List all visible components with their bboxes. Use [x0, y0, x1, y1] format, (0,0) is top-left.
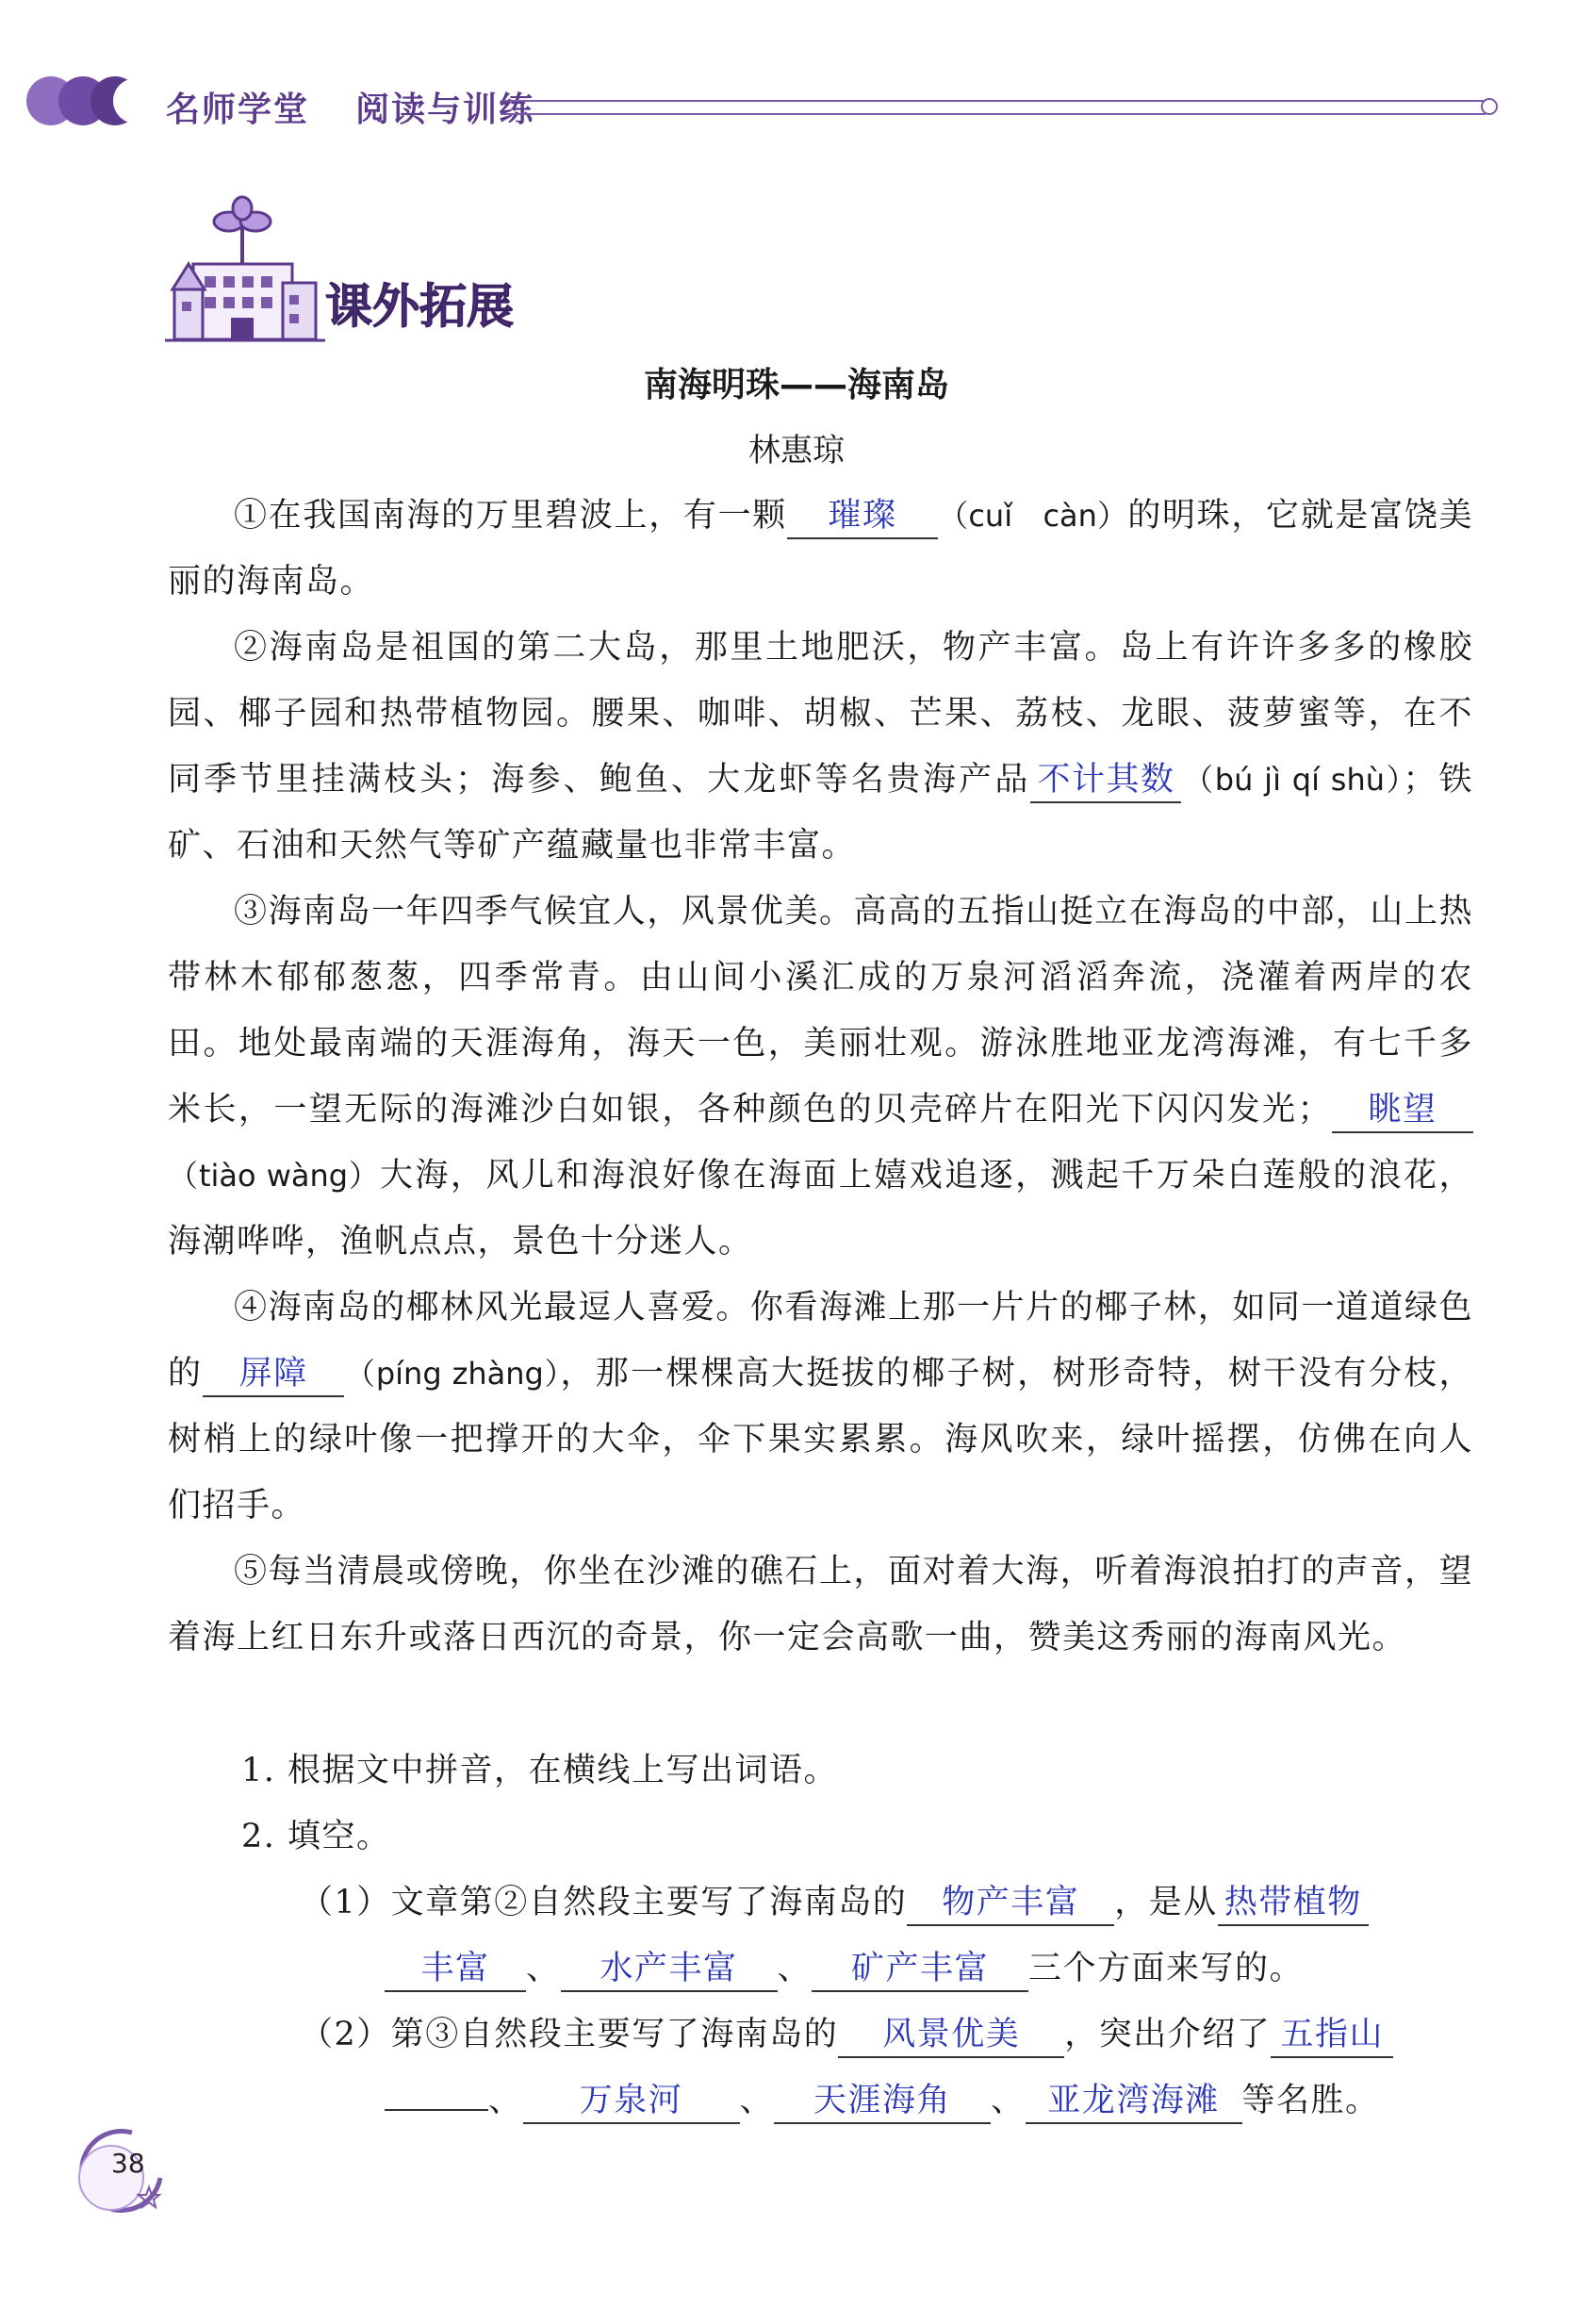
page-number-badge	[66, 2121, 170, 2225]
header-rule-dot	[1481, 98, 1498, 115]
paragraph-2: ②海南岛是祖国的第二大岛，那里土地肥沃，物产丰富。岛上有许许多多的橡胶园、椰子园和热带植物园。腰果、咖啡、胡椒、芒果、荔枝、龙眼、菠萝蜜等，在不同季节里挂满枝头；海参、鲍鱼、大龙虾等名贵海产品 不计其数 （bú jì qí shù）；铁矿、石油和天然气等矿产蕴藏量也非常丰富。	[168, 629, 1473, 865]
answer-blank: 丰富	[385, 1947, 526, 1992]
header-title	[166, 83, 534, 131]
section-badge	[165, 193, 561, 344]
answer-blank: 不计其数	[1030, 758, 1181, 803]
pinyin: （píng zhàng）	[344, 1356, 561, 1392]
answer-blank: 万泉河	[523, 2079, 740, 2124]
building-icon	[165, 193, 325, 344]
page-number: 38	[111, 2148, 145, 2179]
question-2-2-cont: 、 万泉河 、 天涯海角 、 亚龙湾海滩 等名胜。	[168, 2068, 1473, 2134]
answer-blank: 璀璨	[787, 494, 938, 539]
question-2-2: （2）第③自然段主要写了海南岛的 风景优美 ，突出介绍了 五指山	[168, 2002, 1473, 2068]
answer-blank: 水产丰富	[561, 1947, 778, 1992]
header-logo-circles-icon	[25, 58, 175, 143]
questions	[168, 1738, 1473, 2134]
question-2: 2. 填空。	[241, 1818, 391, 1855]
answer-blank: 亚龙湾海滩	[1026, 2079, 1242, 2124]
paragraph-3: ③海南岛一年四季气候宜人，风景优美。高高的五指山挺立在海岛的中部，山上热带林木郁郁葱葱，四季常青。由山间小溪汇成的万泉河滔滔奔流，浇灌着两岸的农田。地处最南端的天涯海角，海天一色，美丽壮观。游泳胜地亚龙湾海滩，有七千多米长，一望无际的海滩沙白如银，各种颜色的贝壳碎片在阳光下闪闪发光； 眺望（tiào wàng）大海，风儿和海浪好像在海面上嬉戏追逐，溅起千万朵白莲般的浪花，海潮哗哗，渔帆点点，景色十分迷人。	[168, 893, 1473, 1261]
answer-blank: 五指山	[1271, 2013, 1393, 2058]
answer-blank: 物产丰富	[907, 1881, 1114, 1926]
answer-blank: 风景优美	[838, 2013, 1064, 2058]
header-rule	[501, 100, 1486, 115]
paragraph-4: ④海南岛的椰林风光最逗人喜爱。你看海滩上那一片片的椰子林，如同一道道绿色的 屏障 （píng zhàng），那一棵棵高大挺拔的椰子树，树形奇特，树干没有分枝，树梢上的绿叶像一把撑开的大伞，伞下果实累累。海风吹来，绿叶摇摆，仿佛在向人们招手。	[168, 1289, 1473, 1525]
question-1: 1. 根据文中拼音，在横线上写出词语。	[241, 1752, 839, 1789]
pinyin: （tiào wàng）	[168, 1158, 380, 1194]
answer-blank	[385, 2109, 488, 2111]
article-body	[168, 483, 1473, 1671]
article-author: 林惠琼	[748, 432, 845, 470]
header-brand: 名师学堂	[166, 91, 310, 129]
article-title: 南海明珠——海南岛	[643, 366, 949, 404]
answer-blank: 屏障	[203, 1352, 344, 1397]
answer-blank: 天涯海角	[774, 2079, 991, 2124]
header-series: 阅读与训练	[355, 91, 535, 129]
page-header	[25, 58, 1476, 143]
question-2-1-cont: 丰富 、 水产丰富 、 矿产丰富 三个方面来写的。	[168, 1936, 1473, 2002]
paragraph-5: ⑤每当清晨或傍晚，你坐在沙滩的礁石上，面对着大海，听着海浪拍打的声音，望着海上红日东升或落日西沉的奇景，你一定会高歌一曲，赞美这秀丽的海南风光。	[168, 1553, 1473, 1656]
question-2-1: （1）文章第②自然段主要写了海南岛的 物产丰富 ，是从 热带植物	[168, 1870, 1473, 1936]
paragraph-1: ①在我国南海的万里碧波上，有一颗 璀璨 （cuǐ càn）的明珠，它就是富饶美丽的海南岛。	[168, 483, 1473, 615]
answer-blank: 眺望	[1332, 1088, 1473, 1133]
answer-blank: 矿产丰富	[812, 1947, 1028, 1992]
pinyin: （bú jì qí shù）	[1181, 762, 1404, 798]
pinyin: （cuǐ càn）	[937, 498, 1128, 534]
section-heading: 课外拓展	[325, 279, 514, 334]
answer-blank: 热带植物	[1218, 1881, 1369, 1926]
